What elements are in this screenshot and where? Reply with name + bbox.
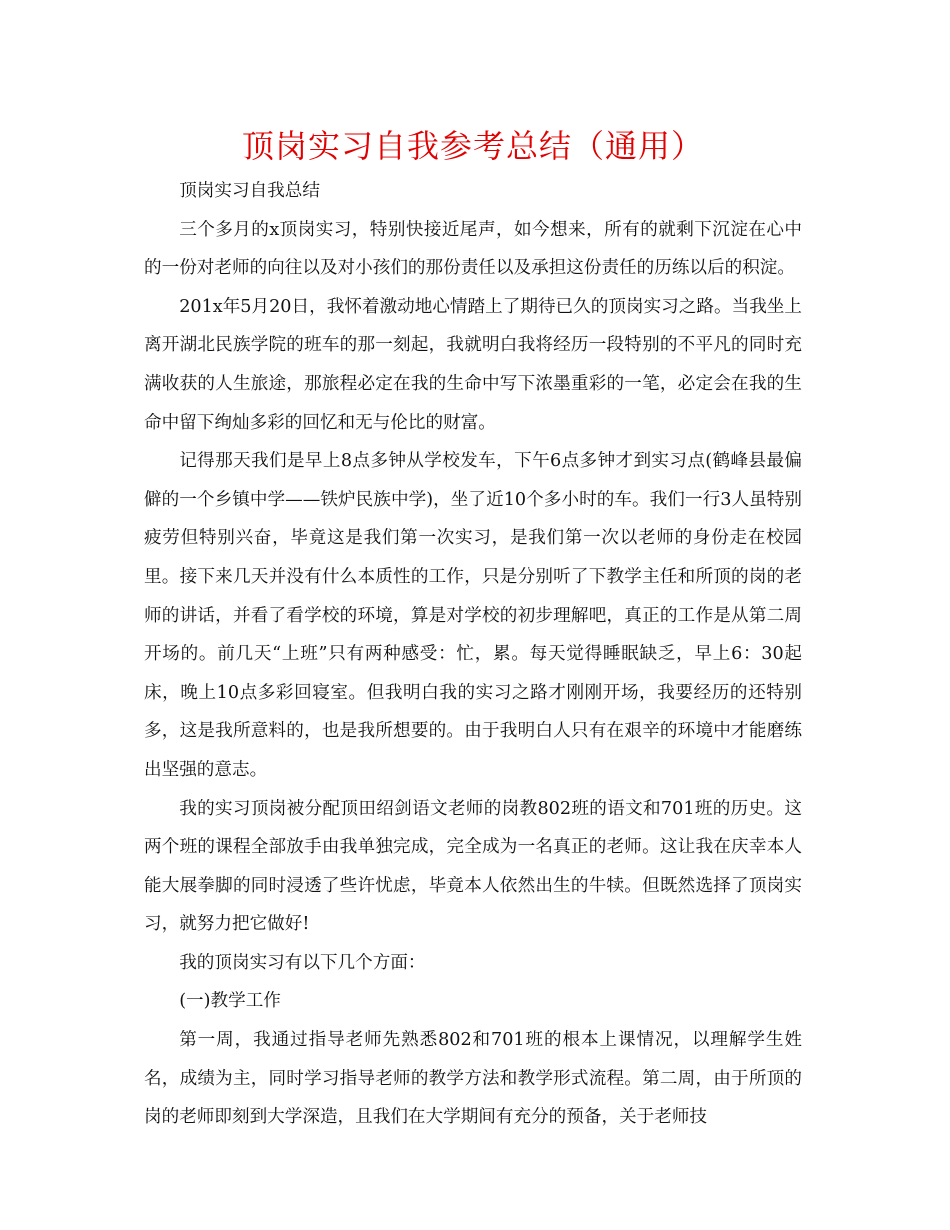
document-body (144, 172, 802, 1137)
document-title: 顶岗实习自我参考总结（通用） (241, 127, 704, 165)
paragraph-teaching: 第一周，我通过指导老师先熟悉802和701班的根本上课情况，以理解学生姓名，成绩为主，同时学习指导老师的教学方法和教学形式流程。第二周，由于所顶的岗的老师即刻到大学深造，且我们在大学期间有充分的预备，关于老师技 (144, 1030, 802, 1128)
paragraph-intro: 三个多月的x顶岗实习，特别快接近尾声，如今想来，所有的就剩下沉淀在心中的一份对老师的向往以及对小孩们的那份责任以及承担这份责任的历练以后的积淀。 (144, 219, 802, 279)
paragraph-departure: 201x年5月20日，我怀着激动地心情踏上了期待已久的顶岗实习之路。当我坐上离开湖北民族学院的班车的那一刻起，我就明白我将经历一段特别的不平凡的同时充满收获的人生旅途，那旅程必定在我的生命中写下浓墨重彩的一笔，必定会在我的生命中留下绚灿多彩的回忆和无与伦比的财富。 (144, 296, 802, 433)
paragraph-subtitle: 顶岗实习自我总结 (179, 181, 320, 201)
paragraph-arrival: 记得那天我们是早上8点多钟从学校发车，下午6点多钟才到实习点(鹤峰县最偏僻的一个乡镇中学——铁炉民族中学)，坐了近10个多小时的车。我们一行3人虽特别疲劳但特别兴奋，毕竟这是我们第一次实习，是我们第一次以老师的身份走在校园里。接下来几天并没有什么本质性的工作，只是分别听了下教学主任和所顶的岗的老师的讲话，并看了看学校的环境，算是对学校的初步理解吧，真正的工作是从第二周开场的。前几天“上班”只有两种感受：忙，累。每天觉得睡眠缺乏，早上6：30起床，晚上10点多彩回寝室。但我明白我的实习之路才刚刚开场，我要经历的还特别多，这是我所意料的，也是我所想要的。由于我明白人只有在艰辛的环境中才能磨练出坚强的意志。 (144, 451, 802, 780)
paragraph-aspects-intro: 我的顶岗实习有以下几个方面： (179, 952, 426, 973)
paragraph-section-heading: (一)教学工作 (179, 991, 281, 1012)
paragraph-assignment: 我的实习顶岗被分配顶田绍剑语文老师的岗教802班的语文和701班的历史。这两个班的课程全部放手由我单独完成，完全成为一名真正的老师。这让我在庆幸本人能大展拳脚的同时浸透了些许忧虑，毕竟本人依然出生的牛犊。但既然选择了顶岗实习，就努力把它做好! (144, 798, 802, 935)
